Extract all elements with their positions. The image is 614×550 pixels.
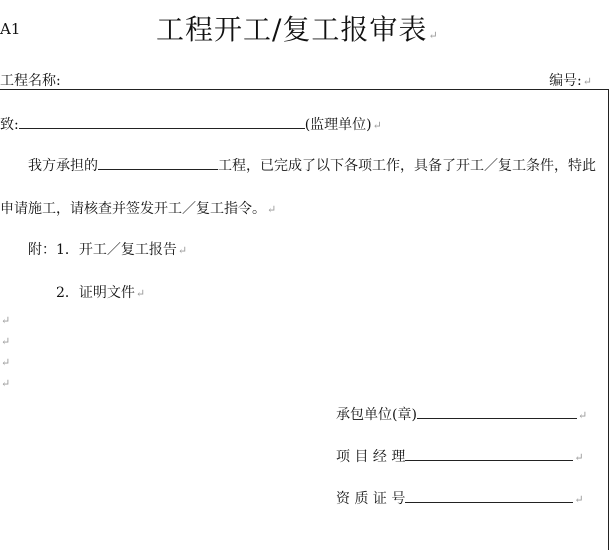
project-manager-blank[interactable] bbox=[405, 446, 573, 461]
form-number-label: 编号:↵ bbox=[549, 73, 592, 89]
project-manager-line: 项 目 经 理 ↵ bbox=[336, 446, 584, 466]
attachment-1: 附：1．开工／复工报告↵ bbox=[28, 242, 188, 258]
supervisor-unit-blank[interactable] bbox=[19, 114, 305, 129]
body-paragraph-2: 申请施工，请核查并签发开工／复工指令。↵ bbox=[0, 201, 277, 217]
contractor-seal-blank[interactable] bbox=[417, 404, 577, 419]
return-mark: ↵ bbox=[1, 377, 11, 390]
attachment-2: 2．证明文件↵ bbox=[56, 285, 146, 301]
body-paragraph-1: 我方承担的 工程，已完成了以下各项工作，具备了开工／复工条件，特此 bbox=[28, 155, 596, 175]
return-mark: ↵ bbox=[1, 314, 11, 327]
contractor-seal-line: 承包单位(章) ↵ bbox=[336, 404, 587, 424]
form-code: A1 bbox=[0, 20, 21, 38]
project-name-label: 工程名称: bbox=[0, 73, 61, 89]
addressee-line: 致: (监理单位)↵ bbox=[0, 114, 382, 134]
qualification-number-blank[interactable] bbox=[405, 488, 573, 503]
qualification-number-line: 资 质 证 号 ↵ bbox=[336, 488, 584, 508]
document-title: 工程开工/复工报审表↵ bbox=[156, 13, 439, 46]
return-mark: ↵ bbox=[1, 356, 11, 369]
project-blank[interactable] bbox=[98, 155, 218, 170]
return-mark: ↵ bbox=[1, 335, 11, 348]
